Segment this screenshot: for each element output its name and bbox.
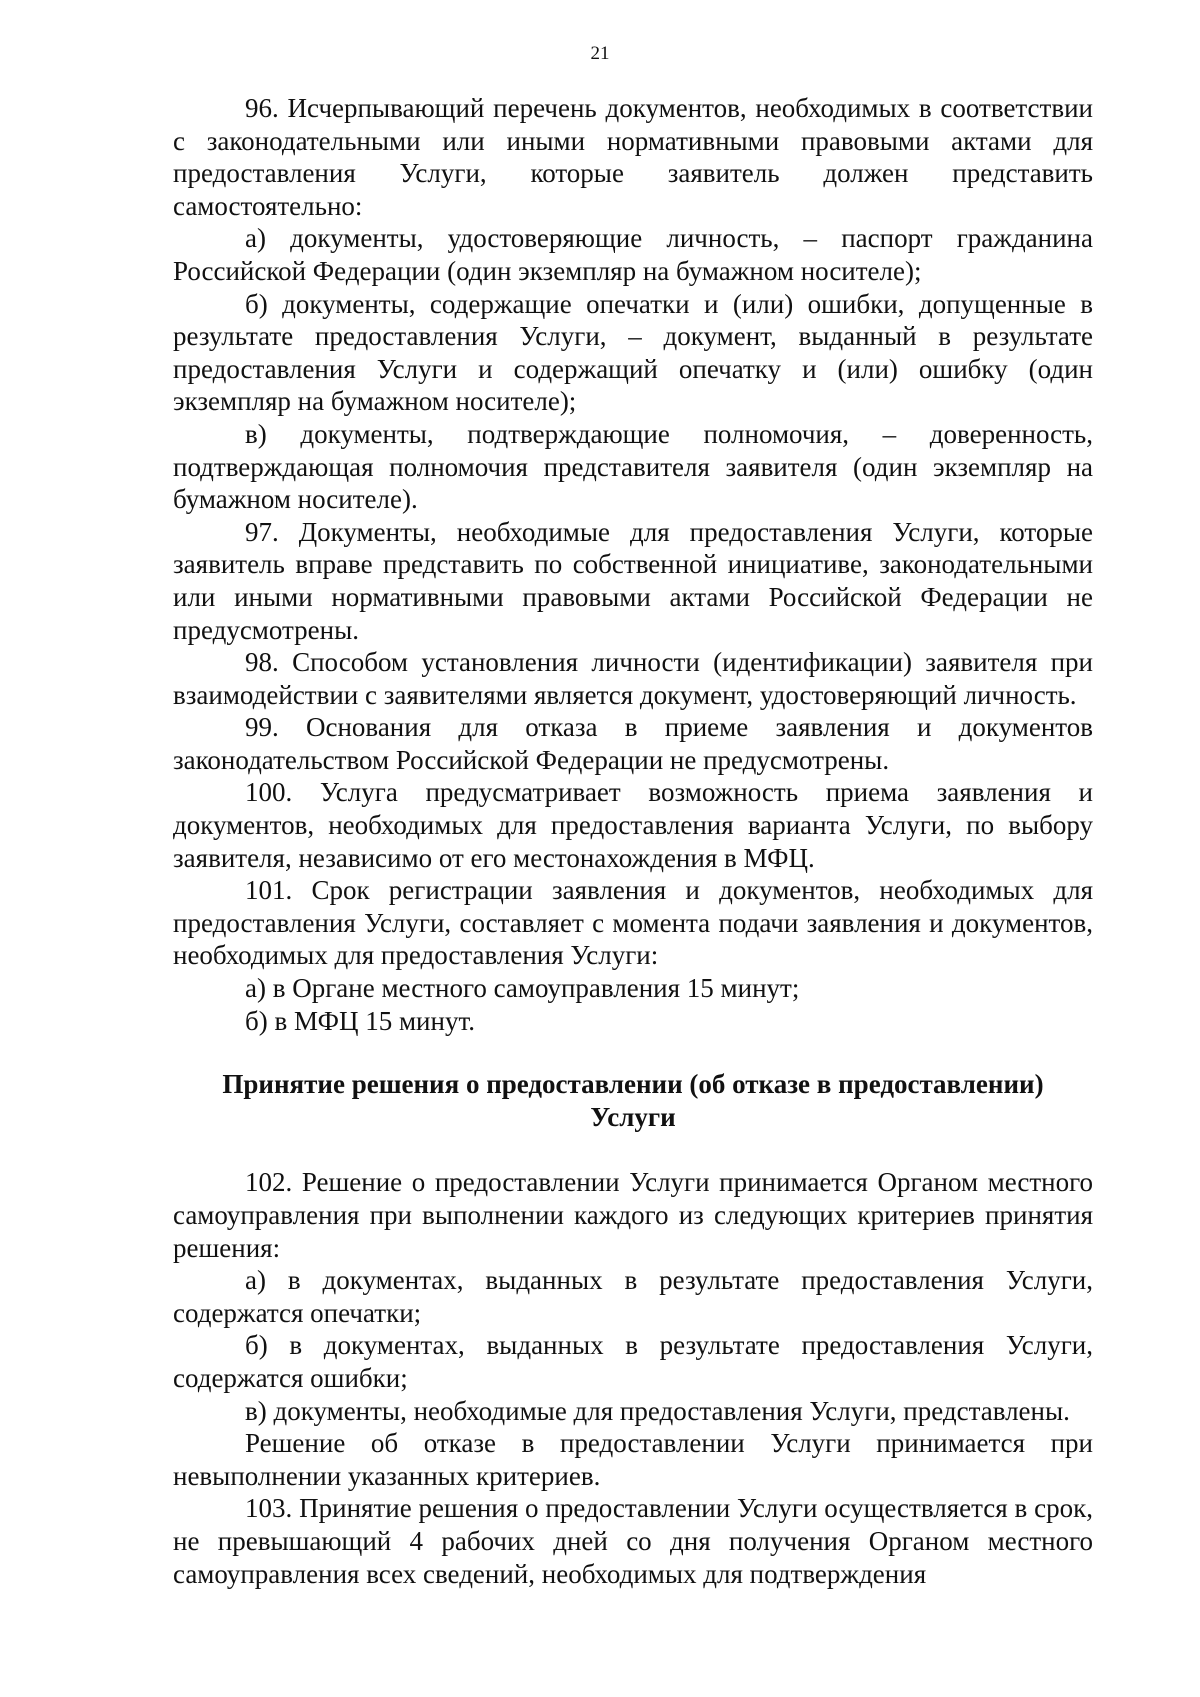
- paragraph-96: 96. Исчерпывающий перечень документов, необходимых в соответствии с законодательными или иными нормативными правовыми актами для предоставления Услуги, которые заявитель должен представить самостоятельно:: [173, 93, 1093, 221]
- section-heading-line-1: Принятие решения о предоставлении (об отказе в предоставлении): [222, 1069, 1044, 1100]
- paragraph-102: 102. Решение о предоставлении Услуги принимается Органом местного самоуправления при выполнении каждого из следующих критериев принятия решения:: [173, 1167, 1093, 1263]
- paragraph-99: 99. Основания для отказа в приеме заявления и документов законодательством Российской Федерации не предусмотрены.: [173, 712, 1093, 775]
- section-heading: [173, 1068, 1093, 1133]
- paragraph-103: 103. Принятие решения о предоставлении Услуги осуществляется в срок, не превышающий 4 рабочих дней со дня получения Органом местного самоуправления всех сведений, необходимых для подтверждения: [173, 1493, 1093, 1589]
- paragraph-101: 101. Срок регистрации заявления и документов, необходимых для предоставления Услуги, составляет с момента подачи заявления и документов, необходимых для предоставления Услуги:: [173, 875, 1093, 971]
- paragraph-96-v: в) документы, подтверждающие полномочия, – доверенность, подтверждающая полномочия представителя заявителя (один экземпляр на бумажном носителе).: [173, 418, 1093, 515]
- paragraph-97: 97. Документы, необходимые для предоставления Услуги, которые заявитель вправе представить по собственной инициативе, законодательными или иными нормативными правовыми актами Российской Федерации не предусмотрены.: [173, 516, 1093, 645]
- paragraph-102-a: а) в документах, выданных в результате предоставления Услуги, содержатся опечатки;: [173, 1265, 1093, 1328]
- section-heading-line-2: Услуги: [590, 1101, 676, 1132]
- paragraph-refusal: Решение об отказе в предоставлении Услуги принимается при невыполнении указанных критериев.: [173, 1428, 1093, 1491]
- paragraph-96-a: а) документы, удостоверяющие личность, – паспорт гражданина Российской Федерации (один экземпляр на бумажном носителе);: [173, 223, 1093, 286]
- paragraph-101-b: б) в МФЦ 15 минут.: [245, 1005, 475, 1036]
- paragraph-100: 100. Услуга предусматривает возможность приема заявления и документов, необходимых для предоставления варианта Услуги, по выбору заявителя, независимо от его местонахождения в МФЦ.: [173, 777, 1093, 873]
- paragraph-101-a: а) в Органе местного самоуправления 15 минут;: [245, 973, 800, 1004]
- document-body: [173, 92, 1093, 1590]
- paragraph-98: 98. Способом установления личности (идентификации) заявителя при взаимодействии с заявителями является документ, удостоверяющий личность.: [173, 647, 1093, 710]
- paragraph-102-v: в) документы, необходимые для предоставления Услуги, представлены.: [245, 1395, 1070, 1426]
- page-number: 21: [590, 43, 610, 64]
- paragraph-102-b: б) в документах, выданных в результате предоставления Услуги, содержатся ошибки;: [173, 1330, 1093, 1393]
- paragraph-96-b: б) документы, содержащие опечатки и (или) ошибки, допущенные в результате предоставления Услуги, – документ, выданный в результате предоставления Услуги и содержащий опечатку и (или) ошибку (один экземпляр на бумажном носителе);: [173, 288, 1093, 417]
